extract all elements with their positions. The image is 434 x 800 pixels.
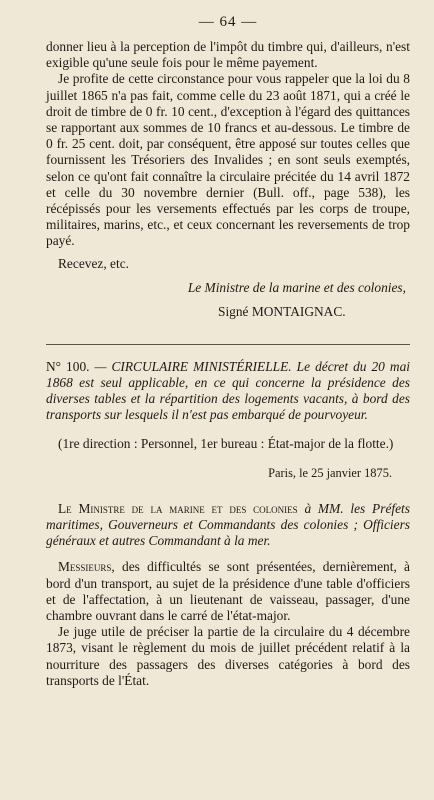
circular-summary: — CIRCULAIRE MINISTÉRIELLE. Le décret du 20 mai 1868 est seul applicable, en ce qui concerne la présidence des diverses tables et la répartition des logements vacants, à bord des transports sur lesquels il n'est pas embarqué de pourvoyeur. <box>46 358 410 423</box>
paragraph-difficulties-text: des difficultés se sont présentées, dernièrement, à bord d'un transport, au sujet de la présidence d'une table d'officiers et de l'affectation, à un lieutenant de vaisseau, passager, d'une chambre ouvrant dans le carré de l'état-major. <box>46 559 410 624</box>
paragraph-precision: Je juge utile de préciser la partie de la circulaire du 4 décembre 1873, visant le règlement du mois de juillet précédent relatif à la nourriture des passagers des diverses catégories à bord des transports de l'État. <box>46 624 410 688</box>
address-lead: Le Ministre de la marine et des colonies <box>58 500 298 516</box>
paragraph-continuation: donner lieu à la perception de l'impôt du timbre qui, d'ailleurs, n'est exigible qu'une seule fois pour le même payement. <box>46 39 410 71</box>
address-recipients: à MM. les Préfets maritimes, Gouverneurs et Commandants des colonies ; Officiers généraux et autres Commandant à la mer. <box>46 500 410 549</box>
circular-number: N° 100. <box>46 358 90 374</box>
direction-line: (1re direction : Personnel, 1er bureau : État-major de la flotte.) <box>58 435 394 451</box>
closing-formula: Recevez, etc. <box>58 255 129 271</box>
paragraph-difficulties <box>46 559 410 624</box>
date-line: Paris, le 25 janvier 1875. <box>268 465 392 480</box>
circular-heading <box>46 359 410 424</box>
page-number: — 64 — <box>198 14 258 30</box>
salutation: Messieurs, <box>58 559 115 575</box>
address-block <box>46 501 410 550</box>
paragraph-stamp-duty: Je profite de cette circonstance pour vous rappeler que la loi du 8 juillet 1865 n'a pas fait, comme celle du 23 août 1871, qui a créé le droit de timbre de 0 fr. 10 cent., d'exception à l'égard des quittances se rapportant aux sommes de 10 francs et au-dessous. Le timbre de 0 fr. 25 cent. doit, par conséquent, être apposé sur toutes celles que fournissent les Trésoriers des Invalides ; en sont seuls exemptés, selon ce qu'ont fait connaître la circulaire précitée du 14 avril 1872 et celle du 30 novembre dernier (Bull. off., page 538), les récépissés pour les versements effectués par les corps de troupe, militaires, marins, etc., et ceux concernant les reversements de trop payé. <box>46 71 410 249</box>
signature-name: Signé MONTAIGNAC. <box>218 303 346 319</box>
signature-title: Le Ministre de la marine et des colonies, <box>187 279 406 295</box>
section-divider <box>46 344 410 345</box>
